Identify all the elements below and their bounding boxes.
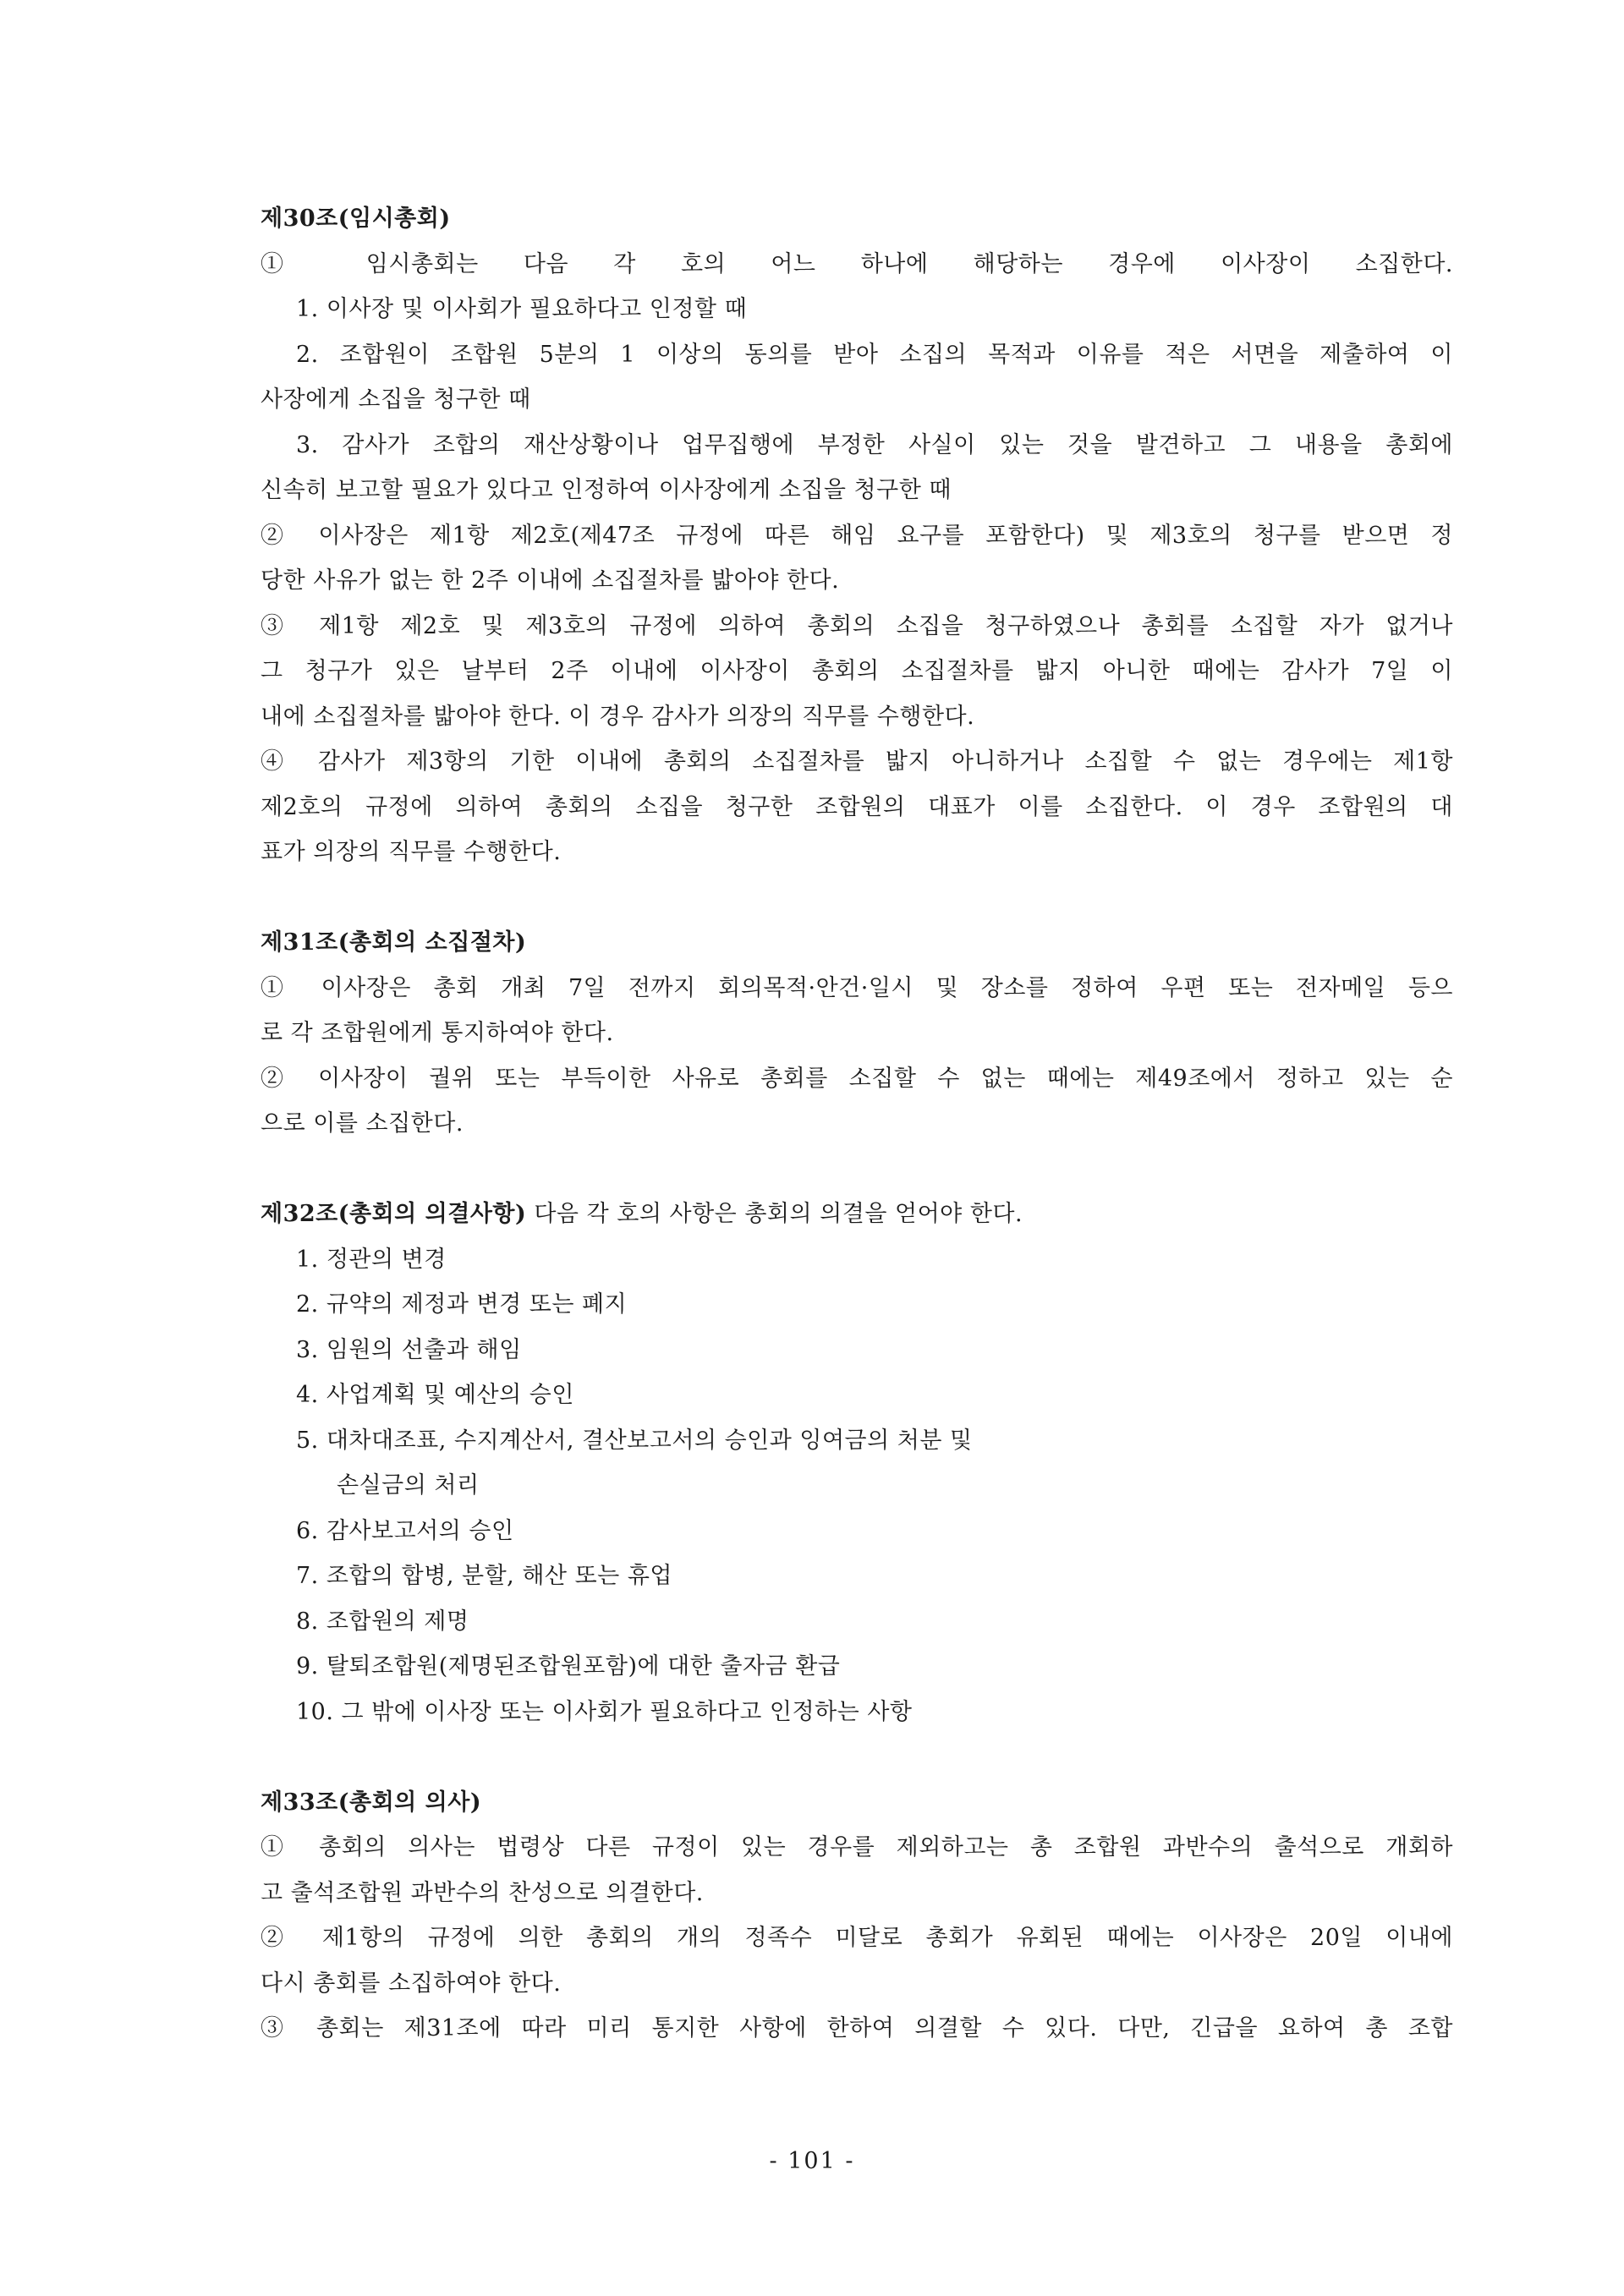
article-32 bbox=[261, 1192, 1453, 1734]
paragraph-line: ① 임시총회는 다음 각 호의 어느 하나에 해당하는 경우에 이사장이 소집한다. bbox=[261, 250, 1453, 277]
list-item: 3. 감사가 조합의 재산상황이나 업무집행에 부정한 사실이 있는 것을 발견하고 그 내용을 총회에 bbox=[296, 431, 1453, 458]
article-heading: 제32조(총회의 의결사항) bbox=[261, 1201, 527, 1227]
list-item: 8. 조합원의 제명 bbox=[296, 1608, 469, 1635]
paragraph-line: 로 각 조합원에게 통지하여야 한다. bbox=[261, 1020, 614, 1046]
paragraph-line: 다시 총회를 소집하여야 한다. bbox=[261, 1970, 562, 1997]
paragraph-line: ② 이사장이 궐위 또는 부득이한 사유로 총회를 소집할 수 없는 때에는 제49조에서 정하고 있는 순 bbox=[261, 1065, 1453, 1092]
paragraph-line: 표가 의장의 직무를 수행한다. bbox=[261, 839, 562, 865]
list-item: 1. 정관의 변경 bbox=[296, 1246, 447, 1273]
paragraph-line: 제2호의 규정에 의하여 총회의 소집을 청구한 조합원의 대표가 이를 소집한다. 이 경우 조합원의 대 bbox=[261, 793, 1453, 820]
article-31 bbox=[261, 920, 1453, 1147]
paragraph-line: 사장에게 소집을 청구한 때 bbox=[261, 386, 531, 413]
section-gap bbox=[261, 1147, 1453, 1192]
paragraph-line: 내에 소집절차를 밟아야 한다. 이 경우 감사가 의장의 직무를 수행한다. bbox=[261, 703, 975, 730]
page-number: - 101 - bbox=[769, 2148, 855, 2174]
list-item: 10. 그 밖에 이사장 또는 이사회가 필요하다고 인정하는 사항 bbox=[296, 1698, 913, 1725]
article-33 bbox=[261, 1780, 1453, 2052]
list-item: 7. 조합의 합병, 분할, 해산 또는 휴업 bbox=[296, 1563, 672, 1589]
paragraph-line: ② 이사장은 제1항 제2호(제47조 규정에 따른 해임 요구를 포함한다) 및 제3호의 청구를 받으면 정 bbox=[261, 522, 1453, 549]
paragraph-line: ① 총회의 의사는 법령상 다른 규정이 있는 경우를 제외하고는 총 조합원 과반수의 출석으로 개회하 bbox=[261, 1834, 1453, 1860]
paragraph-line: ④ 감사가 제3항의 기한 이내에 총회의 소집절차를 밟지 아니하거나 소집할 수 없는 경우에는 제1항 bbox=[261, 748, 1453, 775]
paragraph-line: 고 출석조합원 과반수의 찬성으로 의결한다. bbox=[261, 1879, 704, 1906]
paragraph-line: ③ 총회는 제31조에 따라 미리 통지한 사항에 한하여 의결할 수 있다. 다만, 긴급을 요하여 총 조합 bbox=[261, 2015, 1453, 2041]
list-item: 2. 규약의 제정과 변경 또는 폐지 bbox=[296, 1291, 628, 1318]
paragraph-line: ② 제1항의 규정에 의한 총회의 개의 정족수 미달로 총회가 유회된 때에는 이사장은 20일 이내에 bbox=[261, 1925, 1453, 1951]
article-heading: 제31조(총회의 소집절차) bbox=[261, 929, 527, 956]
paragraph-line: ③ 제1항 제2호 및 제3호의 규정에 의하여 총회의 소집을 청구하였으나 총회를 소집할 자가 없거나 bbox=[261, 612, 1453, 639]
list-item: 4. 사업계획 및 예산의 승인 bbox=[296, 1382, 574, 1408]
article-30 bbox=[261, 196, 1453, 875]
list-item: 6. 감사보고서의 승인 bbox=[296, 1517, 514, 1544]
list-item: 5. 대차대조표, 수지계산서, 결산보고서의 승인과 잉여금의 처분 및 bbox=[296, 1427, 973, 1454]
section-gap bbox=[261, 1734, 1453, 1780]
article-heading: 제30조(임시총회) bbox=[261, 205, 451, 232]
list-item: 3. 임원의 선출과 해임 bbox=[296, 1336, 522, 1363]
section-gap bbox=[261, 875, 1453, 921]
paragraph-line: 당한 사유가 없는 한 2주 이내에 소집절차를 밟아야 한다. bbox=[261, 567, 840, 594]
paragraph-line: 신속히 보고할 필요가 있다고 인정하여 이사장에게 소집을 청구한 때 bbox=[261, 477, 952, 503]
paragraph-line: 그 청구가 있은 날부터 2주 이내에 이사장이 총회의 소집절차를 밟지 아니한 때에는 감사가 7일 이 bbox=[261, 658, 1453, 684]
paragraph-line: 으로 이를 소집한다. bbox=[261, 1110, 464, 1137]
list-item: 1. 이사장 및 이사회가 필요하다고 인정할 때 bbox=[296, 296, 748, 322]
article-heading-line bbox=[261, 1192, 1453, 1237]
paragraph-line: ① 이사장은 총회 개최 7일 전까지 회의목적·안건·일시 및 장소를 정하여 우편 또는 전자메일 등으 bbox=[261, 974, 1453, 1001]
article-heading: 제33조(총회의 의사) bbox=[261, 1789, 482, 1816]
list-item-continuation: 손실금의 처리 bbox=[337, 1472, 480, 1499]
list-item: 2. 조합원이 조합원 5분의 1 이상의 동의를 받아 소집의 목적과 이유를 적은 서면을 제출하여 이 bbox=[296, 341, 1453, 368]
article-intro: 다음 각 호의 사항은 총회의 의결을 얻어야 한다. bbox=[526, 1201, 1023, 1227]
list-item: 9. 탈퇴조합원(제명된조합원포함)에 대한 출자금 환급 bbox=[296, 1653, 841, 1680]
